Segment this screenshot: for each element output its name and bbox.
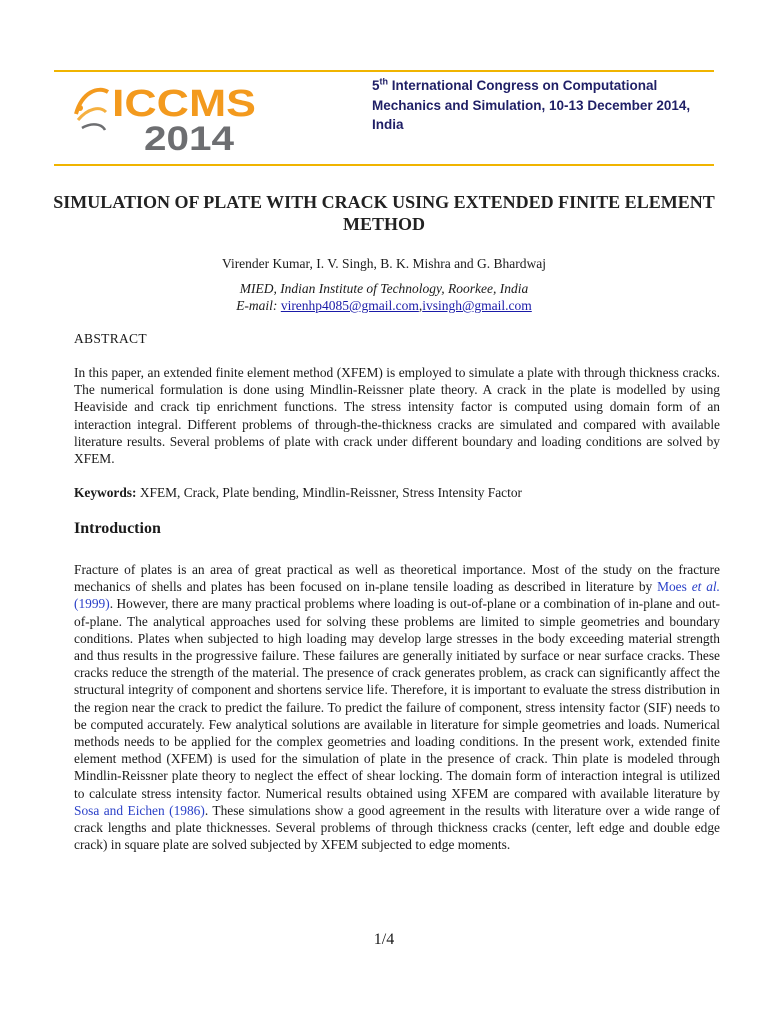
conf-ordinal: 5 [372, 78, 380, 93]
keywords-list: XFEM, Crack, Plate bending, Mindlin-Reissner, Stress Intensity Factor [136, 485, 523, 500]
email-link-2[interactable]: ivsingh@gmail.com [422, 298, 532, 313]
introduction-text [74, 561, 720, 853]
abstract-text: In this paper, an extended finite element method (XFEM) is employed to simulate a plate with through thickness cracks. The numerical formulation is done using Mindlin-Reissner plate theory. A crack in the plate is modelled by using Heaviside and crack tip enrichment functions. The stress intensity factor is computed using domain form of an interaction integral. Different problems of through-the-thickness cracks are simulated and compared with available literature results. Several problems of plate with crack under different boundary and loading conditions are solved by XFEM. [74, 365, 720, 467]
introduction-heading: Introduction [74, 520, 161, 537]
citation-moes-author: Moes [657, 579, 692, 595]
intro-part-2: . However, there are many practical problems where loading is out-of-plane or a combination of in-plane and out-of-plane. The analytical approaches used for solving these problems are limited to simple geometries and boundary conditions. Plates when subjected to high loading may develop large stresses in the body exceeding material strength and thus results in the progressive failure. These failures are generally initiated by surface or near surface cracks. These cracks reduce the strength of the material. The presence of crack generates problem, as crack can significantly affect the structural integrity of component and shortens service life. Therefore, it is important to evaluate the stress distribution in the region near the crack to predict the failure. To predict the failure of component, stress intensity factor (SIF) needs to be computed accurately. Few analytical solutions are available in literature for simple geometries and loads. Numerical methods needs to be applied for the complex geometries and loading conditions. In the present work, extended finite element method (XFEM) is used for the simulation of plate in the presence of crack. Thin plate is modeled through Mindlin-Reissner plate theory to neglect the effect of shear locking. The domain form of interaction integral is utilized to calculate stress intensity factor. Numerical results obtained using XFEM are compared with available literature by [74, 596, 720, 801]
conference-name [372, 76, 712, 135]
intro-part-1: Fracture of plates is an area of great practical as well as theoretical importance. Most of the study on the fracture mechanics of shells and plates has been focused on in-plane tensile loading as described in literature by [74, 562, 720, 595]
email-line [0, 297, 768, 314]
conf-description: International Congress on Computational Mechanics and Simulation, 10-13 December 2014, India [372, 78, 691, 132]
citation-moes-etal: et al. [691, 579, 720, 595]
keywords-label: Keywords: [74, 485, 137, 500]
logo-text-top: ICCMS [112, 83, 256, 125]
logo-swirl-icon [76, 90, 108, 130]
email-link-1[interactable]: virenhp4085@gmail.com [280, 298, 419, 313]
affiliation-block [0, 280, 768, 314]
email-separator: , [418, 298, 423, 313]
iccms-logo [72, 78, 262, 154]
citation-moes-year: (1999) [74, 596, 110, 612]
keywords-line [74, 485, 522, 501]
intro-part-3: . These simulations show a good agreement in the results with literature over a wide range of crack lengths and plate thicknesses. Several problems of through thickness cracks (center, left edge and double edge crack) in square plate are solved subjected by XFEM subjected to edge moments. [74, 802, 721, 853]
abstract-heading: ABSTRACT [74, 331, 147, 346]
conf-ordinal-suffix: th [379, 76, 389, 87]
page-number: 1/4 [373, 931, 395, 948]
affiliation: MIED, Indian Institute of Technology, Roorkee, India [239, 281, 529, 296]
citation-sosa[interactable]: Sosa and Eichen (1986) [74, 802, 205, 818]
author-list: Virender Kumar, I. V. Singh, B. K. Mishra and G. Bhardwaj [222, 256, 546, 271]
paper-title: SIMULATION OF PLATE WITH CRACK USING EXTENDED FINITE ELEMENT METHOD [53, 192, 715, 234]
logo-text-bottom: 2014 [144, 120, 235, 154]
email-label: E-mail: [236, 298, 281, 313]
